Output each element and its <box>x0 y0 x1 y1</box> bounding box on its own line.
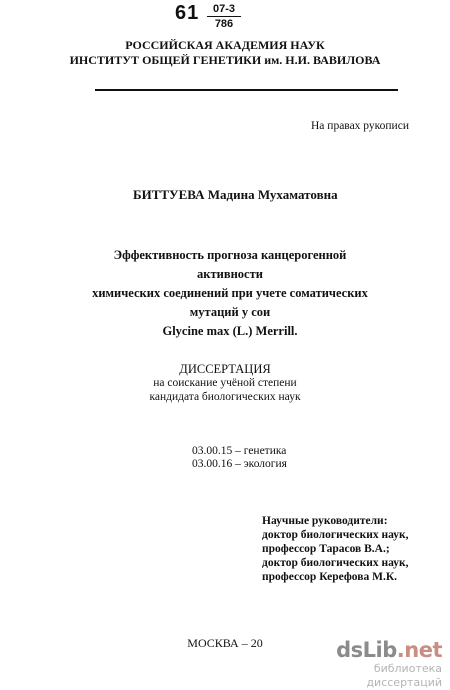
stamp-fraction <box>207 3 241 30</box>
title-line-1: Эффективность прогноза канцерогенной активности <box>113 248 347 281</box>
city-year: МОСКВА – 20 <box>187 636 263 650</box>
dissertation-degree: кандидата биологических наук <box>149 391 301 403</box>
supervisors-heading: Научные руководители: <box>262 515 388 527</box>
specialty-list <box>192 445 312 471</box>
manuscript-rights-note: На правах рукописи <box>311 120 409 132</box>
dissertation-block <box>0 362 450 404</box>
dissertation-heading: ДИССЕРТАЦИЯ <box>179 362 271 376</box>
supervisor-line: доктор биологических наук, <box>262 529 409 541</box>
dslib-subtitle: библиотека диссертаций <box>366 662 442 689</box>
supervisors-block <box>262 514 432 584</box>
dissertation-title <box>85 246 375 341</box>
stamp-fraction-bar <box>207 16 241 17</box>
dslib-watermark[interactable] <box>320 638 442 688</box>
dslib-logo-tld: .net <box>396 638 442 662</box>
dslib-logo-main: dsLib <box>336 638 397 662</box>
stamp-fraction-top: 07-3 <box>212 3 236 15</box>
title-line-2: химических соединений при учете соматических мутаций у сои <box>92 286 368 319</box>
specialty-item: 03.00.15 – генетика <box>192 445 287 457</box>
specialty-item: 03.00.16 – экология <box>192 458 287 470</box>
title-line-3: Glycine max (L.) Merrill. <box>162 324 298 338</box>
stamp-number: 61 <box>175 2 200 24</box>
supervisor-line: профессор Тарасов В.А.; <box>262 543 390 555</box>
academy-name: РОССИЙСКАЯ АКАДЕМИЯ НАУК <box>125 38 325 52</box>
header-divider <box>95 89 398 91</box>
dslib-logo <box>320 638 442 662</box>
stamp-fraction-bottom: 786 <box>214 18 234 30</box>
institute-name: ИНСТИТУТ ОБЩЕЙ ГЕНЕТИКИ им. Н.И. ВАВИЛОВА <box>69 53 381 67</box>
supervisor-line: доктор биологических наук, <box>262 557 409 569</box>
supervisor-line: профессор Керефова М.К. <box>262 571 398 583</box>
author-name: БИТТУЕВА Мадина Мухаматовна <box>133 187 338 202</box>
dissertation-purpose: на соискание учёной степени <box>153 377 297 389</box>
